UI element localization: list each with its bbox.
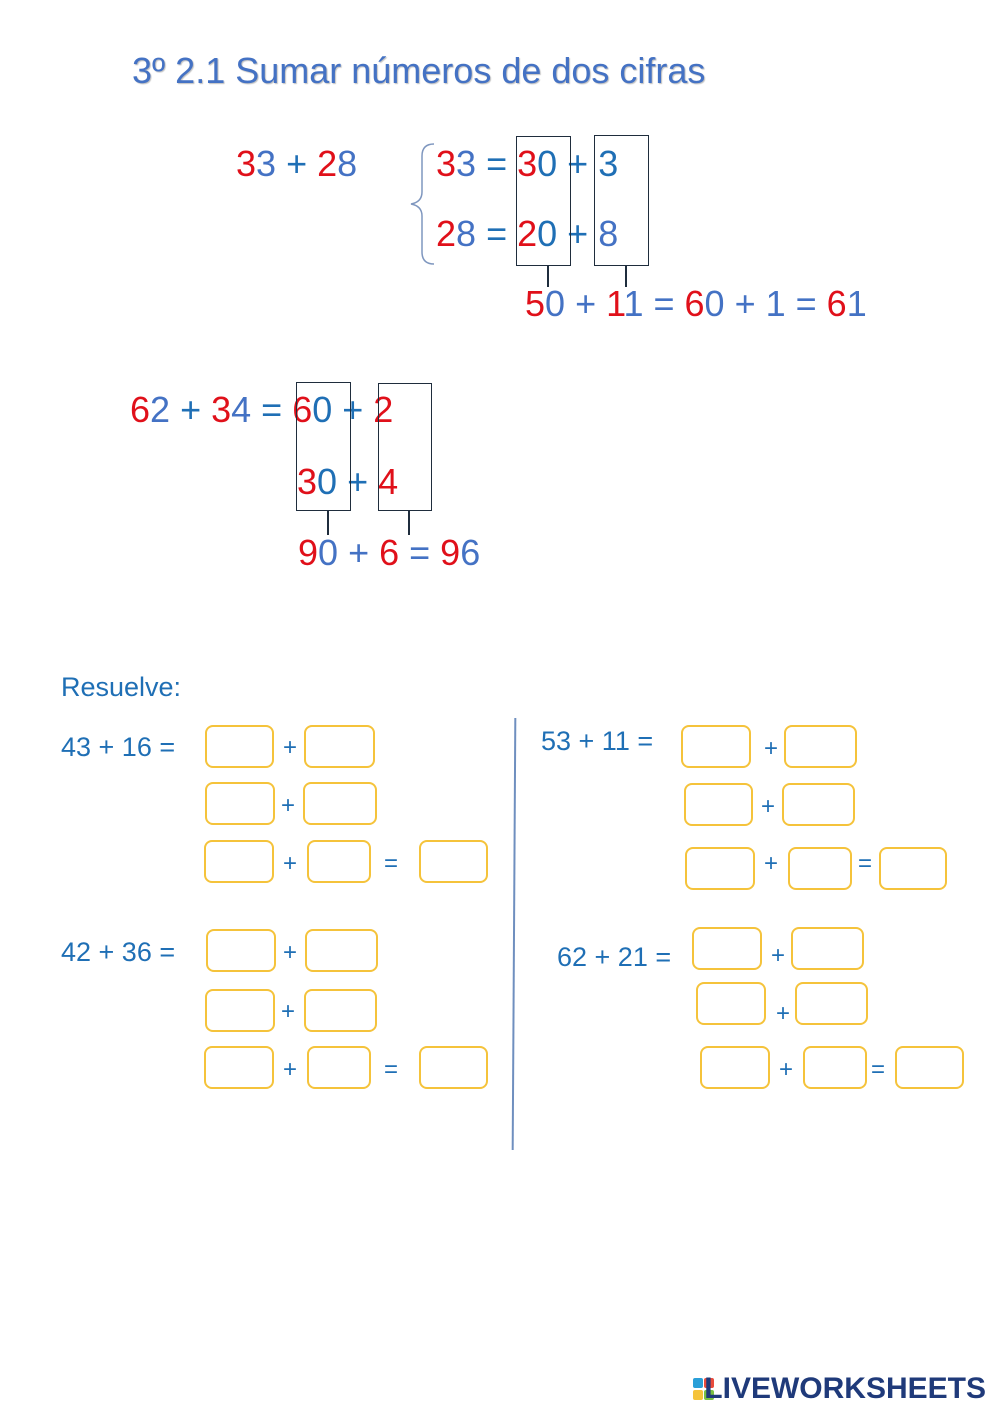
brand-wordmark: LIVEWORKSHEETS [704,1372,986,1405]
answer-box[interactable] [685,847,755,890]
plus-sign: + [283,939,298,966]
plus-sign: + [283,850,298,877]
plus-sign: + [771,942,786,969]
plus-sign: + [764,735,779,762]
answer-box[interactable] [307,840,371,883]
equals-sign: = [871,1056,886,1083]
answer-box[interactable] [681,725,751,768]
answer-box[interactable] [206,929,276,972]
example1-row1: 33 = 30 + 3 [436,143,619,184]
answer-box[interactable] [879,847,947,890]
example1-problem: 33 + 28 [236,143,358,184]
exercise-label-1: 43 + 16 = [61,732,176,762]
answer-box[interactable] [305,929,378,972]
answer-box[interactable] [692,927,762,970]
example1-result: 50 + 11 = 60 + 1 = 61 [525,283,867,324]
exercises-heading: Resuelve: [61,672,182,702]
equals-sign: = [858,850,873,877]
answer-box[interactable] [205,725,274,768]
equals-sign: = [384,850,399,877]
plus-sign: + [283,734,298,761]
answer-box[interactable] [304,989,377,1032]
units-group-box-2 [378,383,432,511]
answer-box[interactable] [803,1046,867,1089]
plus-sign: + [281,998,296,1025]
plus-sign: + [779,1056,794,1083]
answer-box[interactable] [419,1046,488,1089]
equals-sign: = [384,1056,399,1083]
answer-box[interactable] [205,989,275,1032]
plus-sign: + [776,1000,791,1027]
plus-sign: + [283,1056,298,1083]
answer-box[interactable] [204,840,274,883]
answer-box[interactable] [303,782,377,825]
answer-box[interactable] [304,725,375,768]
answer-box[interactable] [791,927,864,970]
page-title: 3º 2.1 Sumar números de dos cifras [132,50,706,91]
example1-row2: 28 = 20 + 8 [436,213,619,254]
answer-box[interactable] [204,1046,274,1089]
answer-box[interactable] [696,982,766,1025]
tens-group-box-2 [296,382,351,511]
answer-box[interactable] [788,847,852,890]
exercise-label-3: 53 + 11 = [541,726,654,756]
answer-box[interactable] [700,1046,770,1089]
answer-box[interactable] [684,783,753,826]
example2-result: 90 + 6 = 96 [298,532,481,573]
column-divider [512,718,516,1150]
plus-sign: + [761,793,776,820]
answer-box[interactable] [205,782,275,825]
units-group-box [594,135,649,266]
plus-sign: + [281,792,296,819]
answer-box[interactable] [782,783,855,826]
tens-group-box [516,136,571,266]
curly-brace-icon [408,142,438,268]
exercise-label-4: 62 + 21 = [557,942,672,972]
example2-row1: 62 + 34 = 60 + 2 [130,389,394,430]
plus-sign: + [764,850,779,877]
answer-box[interactable] [795,982,868,1025]
answer-box[interactable] [307,1046,371,1089]
example2-row2: 30 + 4 [297,461,399,502]
answer-box[interactable] [419,840,488,883]
answer-box[interactable] [784,725,857,768]
answer-box[interactable] [895,1046,964,1089]
exercise-label-2: 42 + 36 = [61,937,176,967]
